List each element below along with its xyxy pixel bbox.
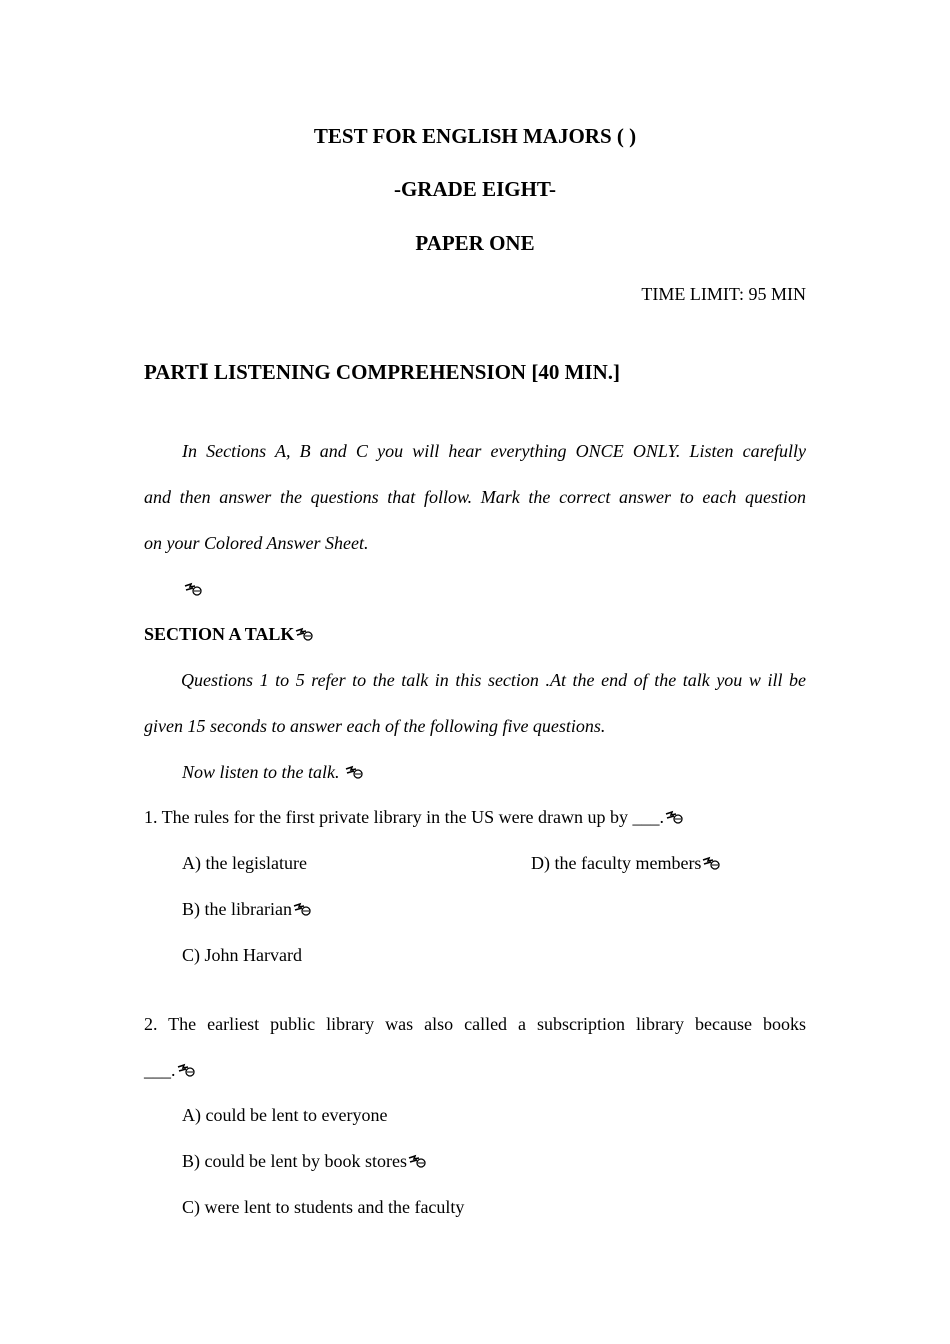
question-2-option-c[interactable]: C) were lent to students and the faculty [182, 1197, 465, 1217]
paragraph-mark-icon [344, 765, 366, 779]
section-a-intro-line-1: Questions 1 to 5 refer to the talk in this section .At the end of the talk you w ill be [181, 670, 806, 690]
paragraph-mark-icon [183, 582, 205, 596]
question-1-option-d-text[interactable]: D) the faculty members [531, 853, 702, 873]
section-a-intro-line-2: given 15 seconds to answer each of the following five questions. [144, 716, 606, 736]
paragraph-mark-icon [292, 902, 314, 916]
instructions-line-1: In Sections A, B and C you will hear everything ONCE ONLY. Listen carefully [182, 441, 806, 461]
instructions-line-3: on your Colored Answer Sheet. [144, 533, 369, 553]
listen-prompt [182, 762, 366, 783]
question-1-text: 1. The rules for the first private library in the US were drawn up by ___. [144, 807, 665, 827]
question-1-option-c[interactable]: C) John Harvard [182, 945, 302, 965]
listen-prompt-text: Now listen to the talk. [182, 762, 340, 782]
paragraph-mark-icon [701, 856, 723, 870]
paragraph-mark-icon [176, 1063, 198, 1077]
grade-label: -GRADE EIGHT- [393, 177, 556, 201]
section-a-heading [144, 624, 316, 645]
paragraph-mark-icon [294, 627, 316, 641]
question-2-option-a[interactable]: A) could be lent to everyone [182, 1105, 388, 1125]
part-heading: PARTⅠ LISTENING COMPREHENSION [40 MIN.] [144, 360, 620, 384]
section-a-title: SECTION A TALK [144, 624, 295, 644]
paper-label: PAPER ONE [415, 231, 535, 255]
question-1-stem [144, 807, 686, 828]
question-2-blank: ___. [144, 1060, 176, 1080]
time-limit: TIME LIMIT: 95 MIN [641, 284, 806, 304]
exam-title: TEST FOR ENGLISH MAJORS ( ) [313, 124, 637, 148]
paragraph-mark-icon [664, 810, 686, 824]
question-1-option-a[interactable]: A) the legislature [182, 853, 307, 873]
question-2-stem-line-2 [144, 1060, 198, 1081]
question-2-option-b [182, 1151, 429, 1172]
instructions-line-2: and then answer the questions that follow. Mark the correct answer to each question [144, 487, 806, 507]
question-1-option-b-text[interactable]: B) the librarian [182, 899, 292, 919]
question-2-option-b-text[interactable]: B) could be lent by book stores [182, 1151, 407, 1171]
question-1-option-b [182, 899, 314, 920]
paragraph-mark-icon [407, 1154, 429, 1168]
question-2-stem-line-1: 2. The earliest public library was also called a subscription library because books [144, 1014, 806, 1034]
question-1-option-d [531, 853, 723, 874]
